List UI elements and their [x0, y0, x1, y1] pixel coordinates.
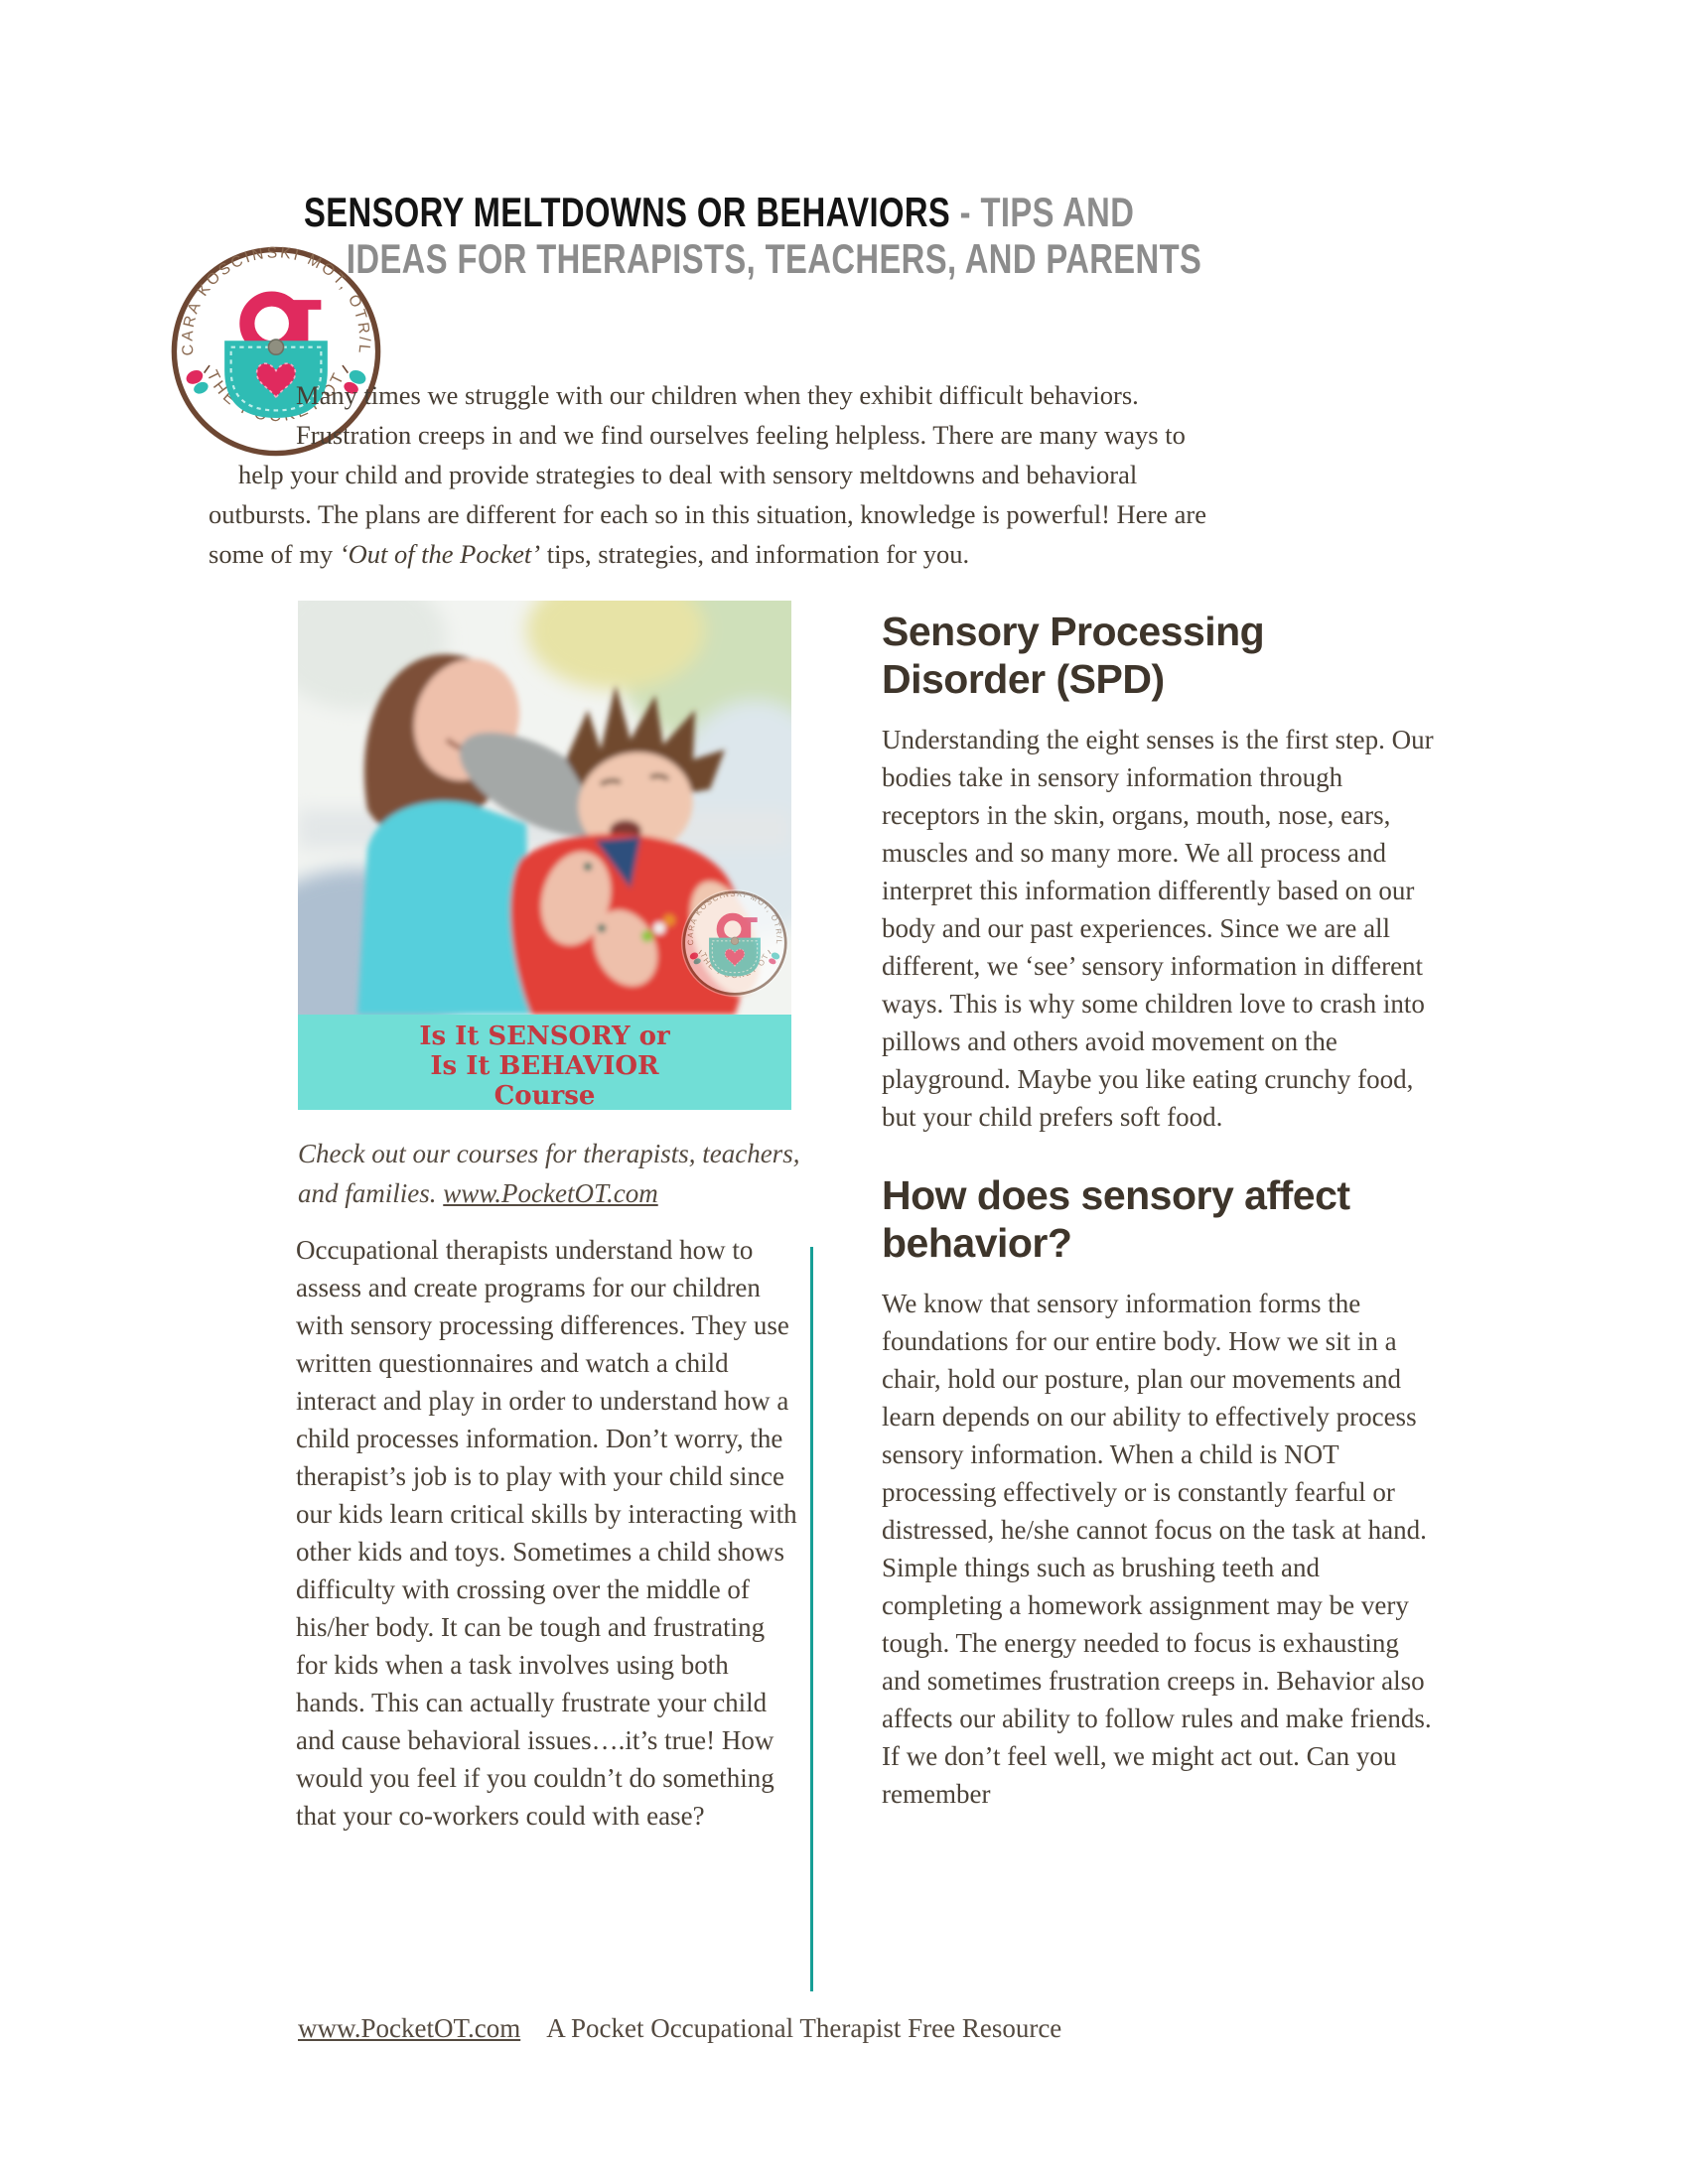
course-banner	[298, 1015, 791, 1110]
meltdown-photo	[298, 601, 791, 1015]
heading-spd: Sensory Processing Disorder (SPD)	[882, 609, 1265, 702]
paragraph-sensory-behavior: We know that sensory information forms the foundations for our entire body. How we sit in a chair, hold our posture, plan our movements and learn depends on our ability to effectively process sensory information. When a child is NOT processing effectively or is constantly fearful or distressed, he/she cannot focus on the task at hand. Simple things such as brushing teeth and completing a homework assignment may be very tough. The energy needed to focus is exhausting and sometimes frustration creeps in. Behavior also affects our ability to follow rules and make friends. If we don’t feel well, we might act out. Can you remember	[882, 1289, 1432, 1809]
caption-pocketot-link[interactable]: www.PocketOT.com	[443, 1178, 658, 1208]
right-column	[882, 608, 1438, 1813]
left-column-body: Occupational therapists understand how to assess and create programs for our children with sensory processing differences. They use written questionnaires and watch a child interact and play in order to understand how a child processes information. Don’t worry, the therapist’s job is to play with your child since our kids learn critical skills by interacting with other kids and toys. Sometimes a child shows difficulty with crossing over the middle of his/her body. It can be tough and frustrating for kids when a task involves using both hands. This can actually frustrate your child and cause behavioral issues….it’s true! How would you feel if you couldn’t do something that your co-workers could with ease?	[296, 1235, 797, 1831]
page-title	[304, 189, 1245, 282]
caption-text: Check out our courses for therapists, teachers, and families.	[298, 1139, 800, 1208]
footer-text: A Pocket Occupational Therapist Free Resource	[546, 2013, 1062, 2043]
paragraph-spd: Understanding the eight senses is the first step. Our bodies take in sensory information through receptors in the skin, organs, mouth, nose, ears, muscles and so many more. We all process and interpret this information differently based on our body and our past experiences. Since we are all different, we ‘see’ sensory information in different ways. This is why some children love to crash into pillows and others avoid movement on the playground. Maybe you like eating crunchy food, but your child prefers soft food.	[882, 725, 1434, 1132]
intro-text-before: Many times we struggle with our children when they exhibit difficult behaviors. Frustration creeps in and we find ourselves feeling helpless. There are many ways to help your child and provide strategies to deal with sensory meltdowns and behavioral outbursts. The plans are different for each so in this situation, knowledge is powerful! Here are some of my	[209, 380, 1206, 569]
photo-watermark-logo	[681, 889, 788, 997]
intro-text-italic: ‘Out of the Pocket’	[339, 539, 541, 569]
page-title-secondary: - TIPS AND IDEAS FOR THERAPISTS, TEACHERS, AND PARENTS	[346, 189, 1202, 282]
footer-pocketot-link[interactable]: www.PocketOT.com	[298, 2013, 521, 2043]
column-divider	[810, 1247, 813, 1991]
intro-paragraph	[209, 375, 1206, 574]
page-title-primary: SENSORY MELTDOWNS OR BEHAVIORS	[304, 189, 960, 235]
banner-line-3: Course	[493, 1081, 596, 1111]
footer	[298, 2013, 1390, 2044]
intro-text-after: tips, strategies, and information for you.	[540, 539, 970, 569]
heading-sensory-behavior: How does sensory affect behavior?	[882, 1172, 1350, 1266]
photo-caption	[298, 1134, 819, 1213]
banner-line-2: Is It BEHAVIOR	[430, 1051, 659, 1081]
banner-line-1: Is It SENSORY or	[419, 1022, 670, 1051]
